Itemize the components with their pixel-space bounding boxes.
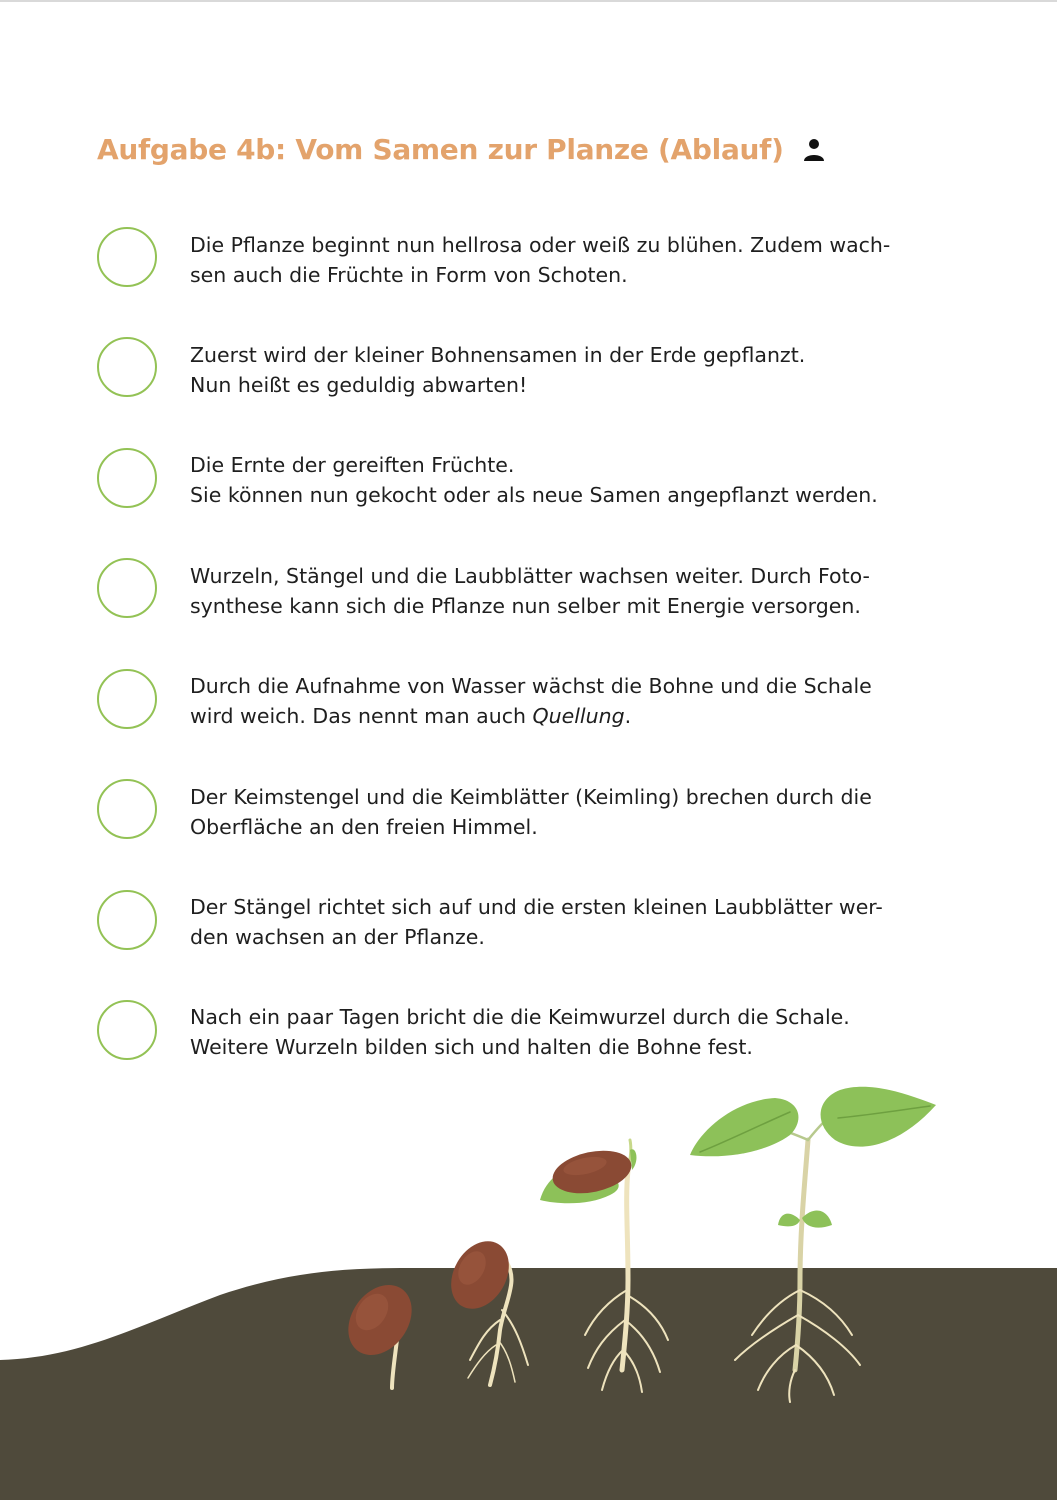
title-text: Aufgabe 4b: Vom Samen zur Planze (Ablauf): [97, 133, 784, 166]
task-text-7: Der Stängel richtet sich auf und die ersten kleinen Laubblätter wer- den wachsen an der Pflanze.: [190, 895, 883, 949]
term-quellung: Quellung: [532, 704, 625, 728]
task-text-6: Der Keimstengel und die Keimblätter (Keimling) brechen durch die Oberfläche an den freien Himmel.: [190, 785, 872, 839]
order-circle-3[interactable]: [97, 448, 157, 508]
order-circle-4[interactable]: [97, 558, 157, 618]
order-circle-5[interactable]: [97, 669, 157, 729]
task-item-7: [97, 890, 957, 970]
order-circle-2[interactable]: [97, 337, 157, 397]
task-text-5: Durch die Aufnahme von Wasser wächst die Bohne und die Schale wird weich. Das nennt man auch Quellung.: [190, 674, 872, 728]
order-circle-1[interactable]: [97, 227, 157, 287]
page-title: [97, 133, 826, 166]
task-item-6: [97, 779, 957, 859]
person-icon: [802, 137, 826, 163]
task-text-8: Nach ein paar Tagen bricht die die Keimwurzel durch die Schale. Weitere Wurzeln bilden sich und halten die Bohne fest.: [190, 1005, 850, 1059]
task-text-3: Die Ernte der gereiften Früchte. Sie können nun gekocht oder als neue Samen angepflanzt werden.: [190, 453, 878, 507]
order-circle-6[interactable]: [97, 779, 157, 839]
top-divider: [0, 0, 1057, 2]
task-item-1: [97, 227, 957, 307]
bean-growth-illustration: [0, 1060, 1057, 1500]
task-item-4: [97, 558, 957, 638]
order-circle-8[interactable]: [97, 1000, 157, 1060]
task-item-3: [97, 448, 957, 528]
task-item-2: [97, 337, 957, 417]
task-text-1: Die Pflanze beginnt nun hellrosa oder weiß zu blühen. Zudem wach- sen auch die Früchte in Form von Schoten.: [190, 233, 891, 287]
task-item-5: [97, 669, 957, 749]
order-circle-7[interactable]: [97, 890, 157, 950]
task-text-4: Wurzeln, Stängel und die Laubblätter wachsen weiter. Durch Foto- synthese kann sich die Pflanze nun selber mit Energie versorgen.: [190, 564, 870, 618]
soil-ground: [0, 1268, 1057, 1500]
task-text-2: Zuerst wird der kleiner Bohnensamen in der Erde gepflanzt. Nun heißt es geduldig abwarten!: [190, 343, 806, 397]
